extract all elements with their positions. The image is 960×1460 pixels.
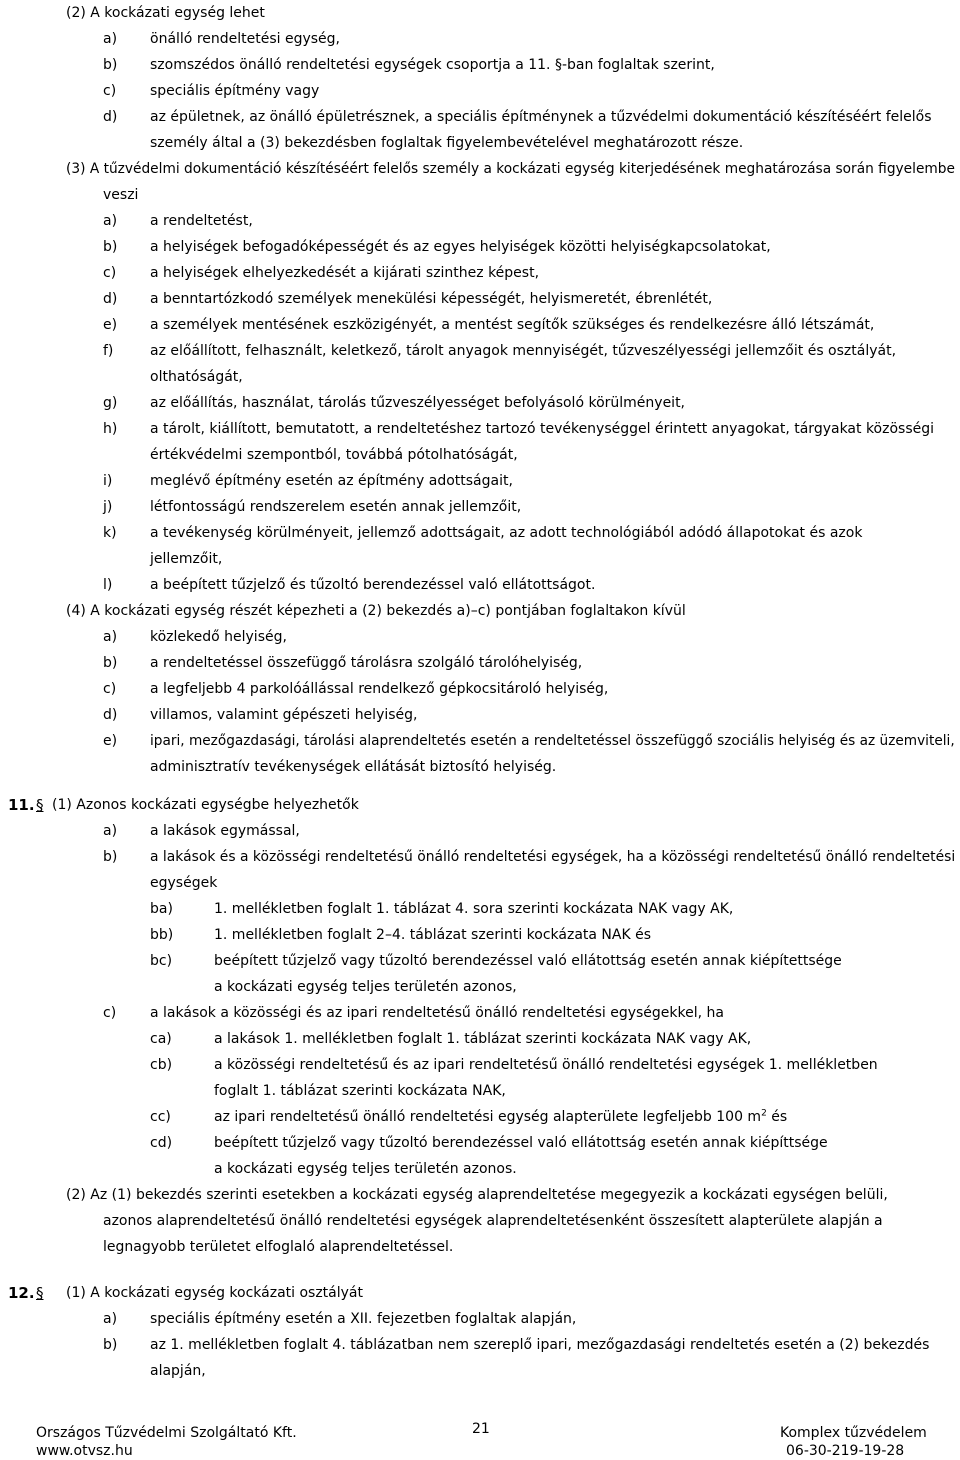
item-text: a kockázati egység teljes területén azonos. [214, 1161, 517, 1177]
item-text: jellemzőit, [150, 551, 223, 567]
item-text: a lakások és a közösségi rendeltetésű önálló rendeltetési egységek, ha a közösségi rendeltetésű önálló rendeltetési [150, 849, 956, 865]
footer-phone: 06-30-219-19-28 [786, 1443, 905, 1459]
item-text: a lakások 1. mellékletben foglalt 1. táblázat szerinti kockázata NAK vagy AK, [214, 1031, 752, 1047]
item-label: i) [103, 473, 113, 489]
item-text: a benntartózkodó személyek menekülési képességét, helyismeretét, ébrenlétét, [150, 291, 713, 307]
item-label: h) [103, 421, 118, 437]
item-text: ipari, mezőgazdasági, tárolási alaprendeltetés esetén a rendeltetéssel összefüggő szociális helyiség és az üzemviteli, [150, 733, 955, 749]
item-label: b) [103, 57, 118, 73]
item-label: d) [103, 109, 118, 125]
item-text: a helyiségek befogadóképességét és az egyes helyiségek közötti helyiségkapcsolatokat, [150, 239, 771, 255]
item-label: bc) [150, 953, 173, 969]
item-text: alapján, [150, 1363, 206, 1379]
item-text: értékvédelmi szempontból, továbbá pótolhatóságát, [150, 447, 518, 463]
item-label: a) [103, 213, 118, 229]
item-label: c) [103, 681, 117, 697]
item-text: az előállított, felhasznált, keletkező, tárolt anyagok mennyiségét, tűzveszélyességi jellemzőit és osztályát, [150, 343, 897, 359]
item-text: a személyek mentésének eszközigényét, a mentést segítők szükséges és rendelkezésre álló létszámát, [150, 317, 875, 333]
item-label: l) [103, 577, 113, 593]
item-text: azonos alaprendeltetésű önálló rendeltetési egységek alaprendeltetésenként összesített alapterülete alapján a [103, 1213, 883, 1229]
item-text: az 1. mellékletben foglalt 4. táblázatban nem szereplő ipari, mezőgazdasági rendeltetés esetén a (2) bekezdés [150, 1337, 930, 1353]
item-label: c) [103, 1005, 117, 1021]
page-number: 21 [472, 1421, 490, 1437]
footer-company: Országos Tűzvédelmi Szolgáltató Kft. [36, 1425, 297, 1441]
item-text: villamos, valamint gépészeti helyiség, [150, 707, 418, 723]
item-text: személy által a (3) bekezdésben foglaltak figyelembevételével meghatározott része. [150, 135, 744, 151]
item-label: bb) [150, 927, 174, 943]
item-text: 1. mellékletben foglalt 2–4. táblázat szerinti kockázata NAK és [214, 927, 652, 943]
item-label: cc) [150, 1109, 171, 1125]
item-label: a) [103, 1311, 118, 1327]
item-label: j) [103, 499, 113, 515]
section-sign: § [36, 796, 44, 814]
item-text: 1. mellékletben foglalt 1. táblázat 4. sora szerinti kockázata NAK vagy AK, [214, 901, 734, 917]
item-text: a lakások egymással, [150, 823, 300, 839]
item-label: cd) [150, 1135, 173, 1151]
item-text: önálló rendeltetési egység, [150, 31, 341, 47]
item-text: a beépített tűzjelző és tűzoltó berendezéssel való ellátottságot. [150, 577, 596, 593]
item-label: ba) [150, 901, 173, 917]
section-text: (1) Azonos kockázati egységbe helyezhetők [52, 797, 359, 813]
item-label: b) [103, 849, 118, 865]
item-text: adminisztratív tevékenységek ellátását biztosító helyiség. [150, 759, 557, 775]
item-text: szomszédos önálló rendeltetési egységek csoportja a 11. §-ban foglaltak szerint, [150, 57, 715, 73]
item-label: cb) [150, 1057, 173, 1073]
item-text: létfontosságú rendszerelem esetén annak jellemzőit, [150, 499, 522, 515]
item-text: foglalt 1. táblázat szerinti kockázata NAK, [214, 1083, 506, 1099]
item-text: közlekedő helyiség, [150, 629, 287, 645]
item-label: a) [103, 629, 118, 645]
section-sign: § [36, 1284, 44, 1302]
item-text: (3) A tűzvédelmi dokumentáció készítéséért felelős személy a kockázati egység kiterjedésének meghatározása során figyelembe [66, 161, 955, 177]
item-label: e) [103, 733, 118, 749]
section-text: (1) A kockázati egység kockázati osztályát [66, 1285, 363, 1301]
item-label: c) [103, 265, 117, 281]
item-label: d) [103, 707, 118, 723]
item-label: a) [103, 31, 118, 47]
item-label: f) [103, 343, 114, 359]
item-text: az ipari rendeltetésű önálló rendeltetési egység alapterülete legfeljebb 100 $m^2$ és [214, 1108, 788, 1125]
item-text: a lakások a közösségi és az ipari rendeltetésű önálló rendeltetési egységekkel, ha [150, 1005, 724, 1021]
item-label: k) [103, 525, 117, 541]
item-text: meglévő építmény esetén az építmény adottságait, [150, 473, 513, 489]
item-text: a közösségi rendeltetésű és az ipari rendeltetésű önálló rendeltetési egységek 1. mellékletben [214, 1057, 878, 1073]
item-text: a tevékenység körülményeit, jellemző adottságait, az adott technológiából adódó állapotokat és azok [150, 525, 863, 541]
section-number: 11. [8, 796, 35, 814]
item-text: beépített tűzjelző vagy tűzoltó berendezéssel való ellátottság esetén annak kiépíttsége [214, 1135, 828, 1151]
item-label: ca) [150, 1031, 172, 1047]
item-label: a) [103, 823, 118, 839]
item-label: b) [103, 239, 118, 255]
item-label: b) [103, 655, 118, 671]
item-text: speciális építmény esetén a XII. fejezetben foglaltak alapján, [150, 1311, 577, 1327]
item-text: egységek [150, 875, 218, 891]
item-text: (4) A kockázati egység részét képezheti a (2) bekezdés a)–c) pontjában foglaltakon kívül [66, 603, 686, 619]
item-text: a helyiségek elhelyezkedését a kijárati szinthez képest, [150, 265, 540, 281]
item-label: g) [103, 395, 118, 411]
superscript: 2 [761, 1108, 767, 1119]
item-text: a legfeljebb 4 parkolóállással rendelkező gépkocsitároló helyiség, [150, 681, 609, 697]
item-text: a tárolt, kiállított, bemutatott, a rendeltetéshez tartozó tevékenységgel érintett anyagokat, tárgyakat közösségi [150, 421, 935, 437]
item-label: b) [103, 1337, 118, 1353]
item-label: e) [103, 317, 118, 333]
item-text: az épületnek, az önálló épületrésznek, a speciális építménynek a tűzvédelmi dokumentáció készítéséért felelős [150, 109, 932, 125]
item-label: d) [103, 291, 118, 307]
item-text: legnagyobb területet elfoglaló alaprendeltetéssel. [103, 1239, 454, 1255]
item-text: a kockázati egység teljes területén azonos, [214, 979, 517, 995]
item-text: (2) Az (1) bekezdés szerinti esetekben a kockázati egység alaprendeltetése megegyezik a kockázati egységen belüli, [66, 1187, 888, 1203]
item-text: beépített tűzjelző vagy tűzoltó berendezéssel való ellátottság esetén annak kiépítettsége [214, 953, 842, 969]
item-text: (2) A kockázati egység lehet [66, 5, 265, 21]
item-text: az előállítás, használat, tárolás tűzveszélyességet befolyásoló körülményeit, [150, 395, 686, 411]
item-text: a rendeltetéssel összefüggő tárolásra szolgáló tárolóhelyiség, [150, 655, 583, 671]
item-label: c) [103, 83, 117, 99]
item-text: olthatóságát, [150, 369, 243, 385]
item-text: veszi [103, 187, 139, 203]
item-text: a rendeltetést, [150, 213, 253, 229]
item-text: speciális építmény vagy [150, 83, 320, 99]
footer-website: www.otvsz.hu [36, 1443, 133, 1459]
footer-tagline: Komplex tűzvédelem [780, 1425, 927, 1441]
section-number: 12. [8, 1284, 35, 1302]
